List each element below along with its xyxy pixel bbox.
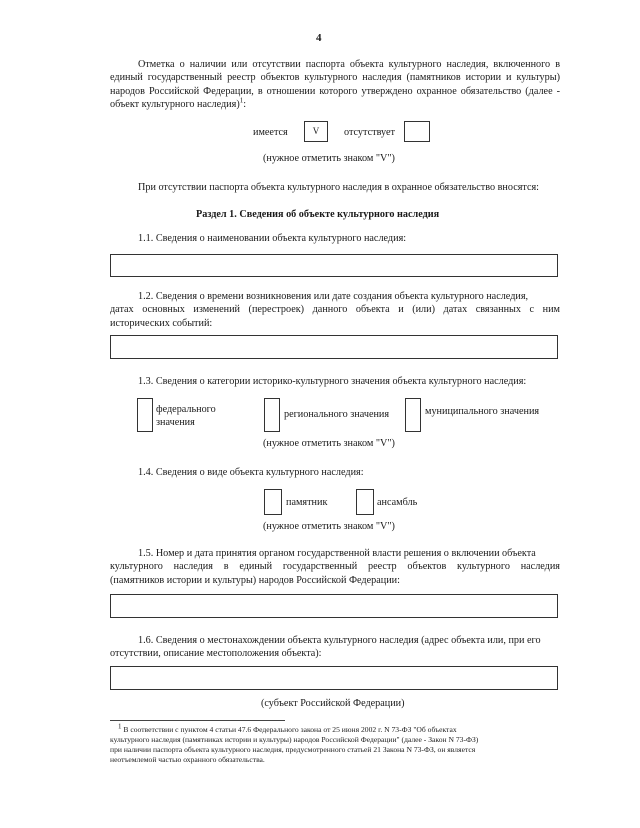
federal-label — [156, 403, 216, 430]
item-1-5-field[interactable] — [110, 594, 558, 618]
item-1-6-line1: 1.6. Сведения о местонахождении объекта культурного наследия (адрес объекта или, при его — [138, 635, 541, 646]
item-1-3-label: 1.3. Сведения о категории историко-культурного значения объекта культурного наследия: — [138, 376, 527, 387]
item-1-6-line2: отсутствии, описание местоположения объекта): — [110, 648, 322, 660]
item-1-1-label: 1.1. Сведения о наименовании объекта культурного наследия: — [138, 233, 407, 244]
footnote-line1-text: В соответствии с пунктом 4 статьи 47.6 Федерального закона от 25 июня 2002 г. N 73-ФЗ "Об объектах — [123, 725, 457, 734]
page-number: 4 — [316, 32, 322, 44]
no-passport-checkbox[interactable] — [404, 121, 430, 142]
ensemble-checkbox[interactable] — [356, 489, 374, 515]
type-hint: (нужное отметить знаком "V") — [263, 521, 395, 532]
municipal-checkbox[interactable] — [405, 398, 421, 432]
item-1-2-text — [110, 290, 560, 330]
item-1-5-line2: культурного наследия в единый государственный реестр объектов культурного наследия — [110, 561, 560, 573]
item-1-6-field[interactable] — [110, 666, 558, 690]
item-1-2-line2: датах основных изменений (перестроек) данного объекта и (или) датах связанных с ним — [110, 304, 560, 316]
passport-paragraph-text: Отметка о наличии или отсутствии паспорта объекта культурного наследия, включенного в единый государственный реестр объектов культурного наследия (памятников истории и культуры) народов Российской Федерации, в отношении которого утверждено охранное обязательство (далее - объект культурного наследия) — [110, 59, 560, 111]
footnote-line1 — [110, 722, 565, 735]
region-caption: (субъект Российской Федерации) — [261, 698, 405, 709]
footnote-ref: 1 — [239, 96, 244, 105]
regional-checkbox[interactable] — [264, 398, 280, 432]
footnote-marker: 1 — [118, 722, 122, 731]
item-1-4-label: 1.4. Сведения о виде объекта культурного наследия: — [138, 467, 364, 478]
monument-label: памятник — [286, 497, 328, 508]
item-1-5-text — [110, 547, 560, 587]
ensemble-label: ансамбль — [377, 497, 418, 508]
category-hint: (нужное отметить знаком "V") — [263, 438, 395, 449]
item-1-5-line3: (памятников истории и культуры) народов Российской Федерации: — [110, 574, 400, 586]
item-1-1-field[interactable] — [110, 254, 558, 277]
municipal-label: муниципального значения — [425, 406, 540, 417]
federal-label-line1: федерального — [156, 404, 216, 415]
federal-checkbox[interactable] — [137, 398, 153, 432]
item-1-2-line3: исторических событий: — [110, 317, 213, 329]
intro-text: При отсутствии паспорта объекта культурного наследия в охранное обязательство вносятся: — [138, 182, 540, 193]
no-passport-label: отсутствует — [344, 127, 395, 138]
footnote-line2: культурного наследия (памятниках истории и культуры) народов Российской Федерации" (далее - Закон N 73-ФЗ) — [110, 735, 479, 744]
item-1-5-line1: 1.5. Номер и дата принятия органом государственной власти решения о включении объекта — [138, 548, 536, 559]
footnote — [110, 722, 565, 765]
regional-label: регионального значения — [284, 409, 390, 420]
has-passport-label: имеется — [253, 127, 288, 138]
section-title: Раздел 1. Сведения об объекте культурного наследия — [196, 209, 440, 220]
footnote-divider — [110, 720, 285, 721]
federal-label-line2: значения — [156, 417, 195, 429]
footnote-line4: неотъемлемой частью охранного обязательства. — [110, 755, 265, 764]
item-1-6-text — [110, 634, 562, 661]
item-1-2-line1: 1.2. Сведения о времени возникновения или дате создания объекта культурного наследия, — [138, 291, 529, 302]
footnote-line3: при наличии паспорта объекта культурного наследия, предусмотренного статьей 21 Закона N 73-ФЗ, он является — [110, 745, 476, 754]
has-passport-checkbox[interactable]: V — [304, 121, 328, 142]
monument-checkbox[interactable] — [264, 489, 282, 515]
passport-hint: (нужное отметить знаком "V") — [263, 153, 395, 164]
item-1-2-field[interactable] — [110, 335, 558, 359]
passport-paragraph: Отметка о наличии или отсутствии паспорта объекта культурного наследия, включенного в единый государственный реестр объектов культурного наследия (памятников истории и культуры) народов Российской Федерации, в отношении которого утверждено охранное обязательство (далее - объект культурного наследия)$^1$: — [110, 59, 560, 111]
